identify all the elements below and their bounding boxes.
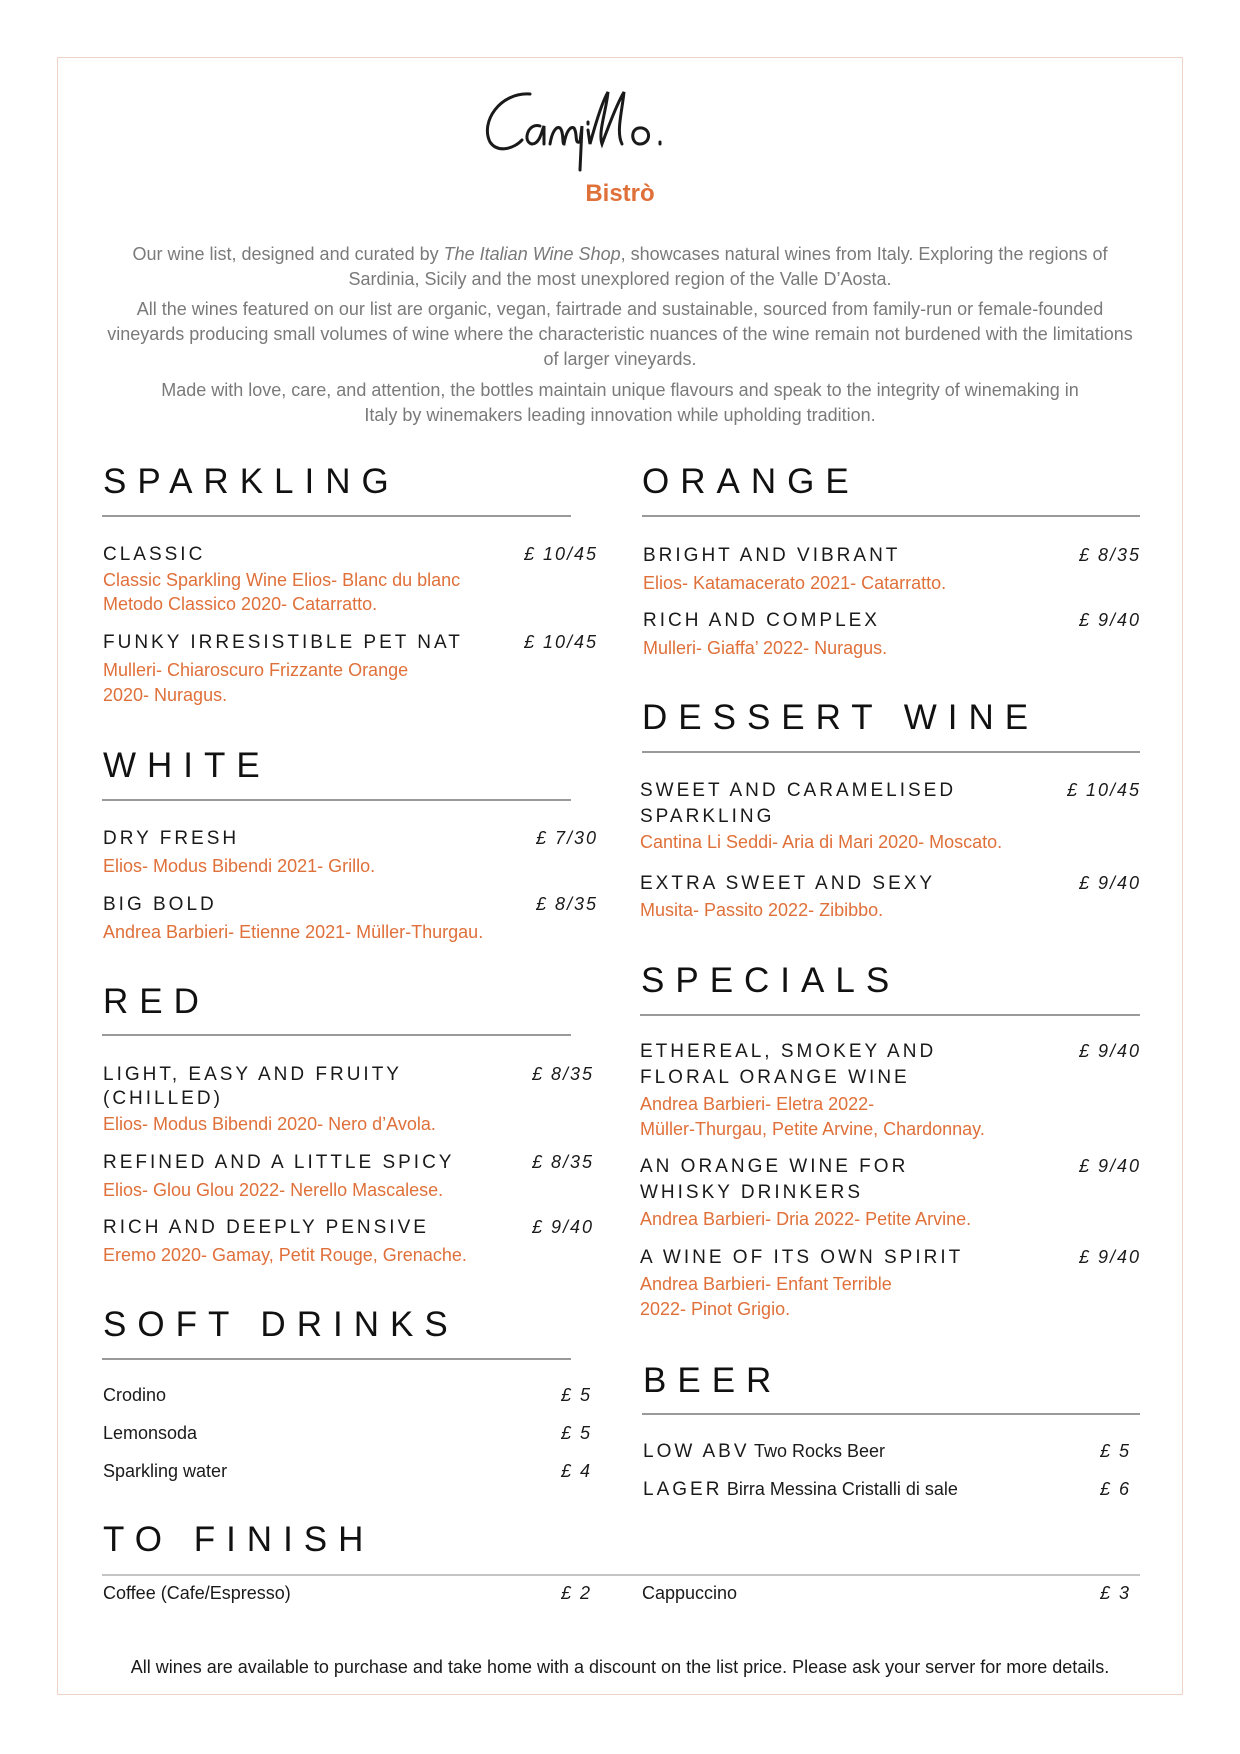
item-desc: Mulleri- Chiaroscuro Frizzante Orange — [103, 660, 409, 680]
item-name: FLORAL ORANGE WINE — [640, 1067, 910, 1088]
item-name: RICH AND DEEPLY PENSIVE — [103, 1217, 429, 1238]
item-price: £ 8/35 — [531, 1064, 594, 1084]
beer-name: Birra Messina Cristalli di sale — [726, 1479, 958, 1499]
section-title-soft-drinks: SOFT DRINKS — [103, 1305, 459, 1344]
intro-paragraph-3: Made with love, care, and attention, the bottles maintain unique flavours and speak to the integrity of winemaking in Italy by winemakers leading innovation while upholding tradition. — [161, 380, 1079, 425]
item-name: AN ORANGE WINE FOR — [640, 1156, 909, 1177]
item-name: FUNKY IRRESISTIBLE PET NAT — [103, 632, 463, 653]
divider — [642, 515, 1140, 517]
item-name: (CHILLED) — [103, 1088, 223, 1109]
item-price: £ 3 — [1099, 1583, 1131, 1603]
item-price: £ 10/45 — [523, 544, 598, 564]
bistro-subtitle: Bistrò — [585, 180, 655, 207]
item-name: Crodino — [103, 1385, 167, 1405]
item-name: REFINED AND A LITTLE SPICY — [103, 1152, 455, 1173]
section-title-beer: BEER — [643, 1361, 783, 1400]
item-price: £ 2 — [560, 1583, 592, 1603]
item-price: £ 10/45 — [523, 632, 598, 652]
item-price: £ 4 — [560, 1461, 592, 1481]
item-price: £ 9/40 — [1078, 610, 1141, 630]
item-desc: Eremo 2020- Gamay, Petit Rouge, Grenache. — [103, 1245, 467, 1265]
item-name: A WINE OF ITS OWN SPIRIT — [640, 1247, 964, 1268]
divider — [642, 1413, 1140, 1415]
item-price: £ 10/45 — [1066, 780, 1141, 800]
item-name: ETHEREAL, SMOKEY AND — [640, 1041, 937, 1062]
item-desc: Elios- Glou Glou 2022- Nerello Mascalese. — [103, 1180, 444, 1200]
item-price: £ 8/35 — [531, 1152, 594, 1172]
item-name: BRIGHT AND VIBRANT — [643, 545, 901, 566]
item-desc: Mulleri- Giaffa’ 2022- Nuragus. — [643, 638, 888, 658]
item-price: £ 5 — [560, 1385, 592, 1405]
item-price: £ 9/40 — [1078, 1156, 1141, 1176]
item-price: £ 9/40 — [1078, 1247, 1141, 1267]
section-title-specials: SPECIALS — [641, 961, 901, 1000]
intro-paragraph-2: All the wines featured on our list are organic, vegan, fairtrade and sustainable, sourced from family-run or female-founded vineyards producing small volumes of wine where the characteristic nuances of the wine remain not burdened with the limitations of larger vineyards. — [107, 299, 1133, 369]
section-title-orange: ORANGE — [642, 462, 860, 501]
item-desc: Elios- Modus Bibendi 2021- Grillo. — [103, 856, 376, 876]
item-price: £ 6 — [1099, 1479, 1131, 1499]
item-desc: Metodo Classico 2020- Catarratto. — [103, 594, 378, 614]
divider — [102, 1574, 1140, 1576]
item-name: Lemonsoda — [103, 1423, 198, 1443]
divider — [102, 799, 571, 801]
item-desc: Elios- Modus Bibendi 2020- Nero d’Avola. — [103, 1114, 436, 1134]
divider — [102, 1034, 571, 1036]
item-desc: Musita- Passito 2022- Zibibbo. — [640, 900, 884, 920]
item-price: £ 9/40 — [1078, 1041, 1141, 1061]
item-name: CLASSIC — [103, 544, 206, 565]
item-desc: Andrea Barbieri- Etienne 2021- Müller-Thurgau. — [103, 922, 484, 942]
item-name: SWEET AND CARAMELISED — [640, 780, 957, 801]
item-desc: Andrea Barbieri- Eletra 2022- — [640, 1094, 875, 1114]
camillo-logo — [0, 82, 1240, 177]
item-desc: Cantina Li Seddi- Aria di Mari 2020- Moscato. — [640, 832, 1003, 852]
item-name: LIGHT, EASY AND FRUITY — [103, 1064, 402, 1085]
item-name: WHISKY DRINKERS — [640, 1182, 864, 1203]
divider — [642, 751, 1140, 753]
beer-label: LOW ABV — [643, 1441, 750, 1462]
beer-label: LAGER — [643, 1479, 723, 1500]
item-desc: 2020- Nuragus. — [103, 685, 228, 705]
divider — [102, 515, 571, 517]
item-name: BIG BOLD — [103, 894, 217, 915]
item-price: £ 8/35 — [535, 894, 598, 914]
beer-item — [643, 1479, 958, 1501]
item-desc: Andrea Barbieri- Dria 2022- Petite Arvine. — [640, 1209, 972, 1229]
item-name: Sparkling water — [103, 1461, 228, 1481]
beer-name: Two Rocks Beer — [753, 1441, 886, 1461]
divider — [640, 1014, 1140, 1016]
item-name: Coffee (Cafe/Espresso) — [103, 1583, 291, 1603]
item-price: £ 9/40 — [1078, 873, 1141, 893]
item-desc: Müller-Thurgau, Petite Arvine, Chardonnay. — [640, 1119, 985, 1139]
section-title-to-finish: TO FINISH — [103, 1520, 375, 1559]
item-desc: Elios- Katamacerato 2021- Catarratto. — [643, 573, 947, 593]
item-price: £ 5 — [560, 1423, 592, 1443]
item-price: £ 8/35 — [1078, 545, 1141, 565]
item-price: £ 5 — [1099, 1441, 1131, 1461]
item-name: DRY FRESH — [103, 828, 240, 849]
section-title-red: RED — [103, 982, 210, 1021]
section-title-dessert-wine: DESSERT WINE — [642, 698, 1040, 737]
footer-note: All wines are available to purchase and take home with a discount on the list price. Please ask your server for more details. — [130, 1657, 1110, 1677]
beer-item — [643, 1441, 885, 1463]
section-title-sparkling: SPARKLING — [103, 462, 400, 501]
section-title-white: WHITE — [103, 746, 271, 785]
divider — [102, 1358, 571, 1360]
item-name: EXTRA SWEET AND SEXY — [640, 873, 936, 894]
item-name: RICH AND COMPLEX — [643, 610, 880, 631]
item-desc: Andrea Barbieri- Enfant Terrible — [640, 1274, 892, 1294]
item-name: SPARKLING — [640, 806, 775, 827]
item-desc: Classic Sparkling Wine Elios- Blanc du blanc — [103, 570, 461, 590]
intro-paragraph-1: Our wine list, designed and curated by The Italian Wine Shop, showcases natural wines from Italy. Exploring the regions of Sardinia, Sicily and the most unexplored region of the Valle D’Aosta. — [132, 244, 1108, 289]
item-name: Cappuccino — [642, 1583, 738, 1603]
item-price: £ 7/30 — [535, 828, 598, 848]
item-desc: 2022- Pinot Grigio. — [640, 1299, 791, 1319]
item-price: £ 9/40 — [531, 1217, 594, 1237]
